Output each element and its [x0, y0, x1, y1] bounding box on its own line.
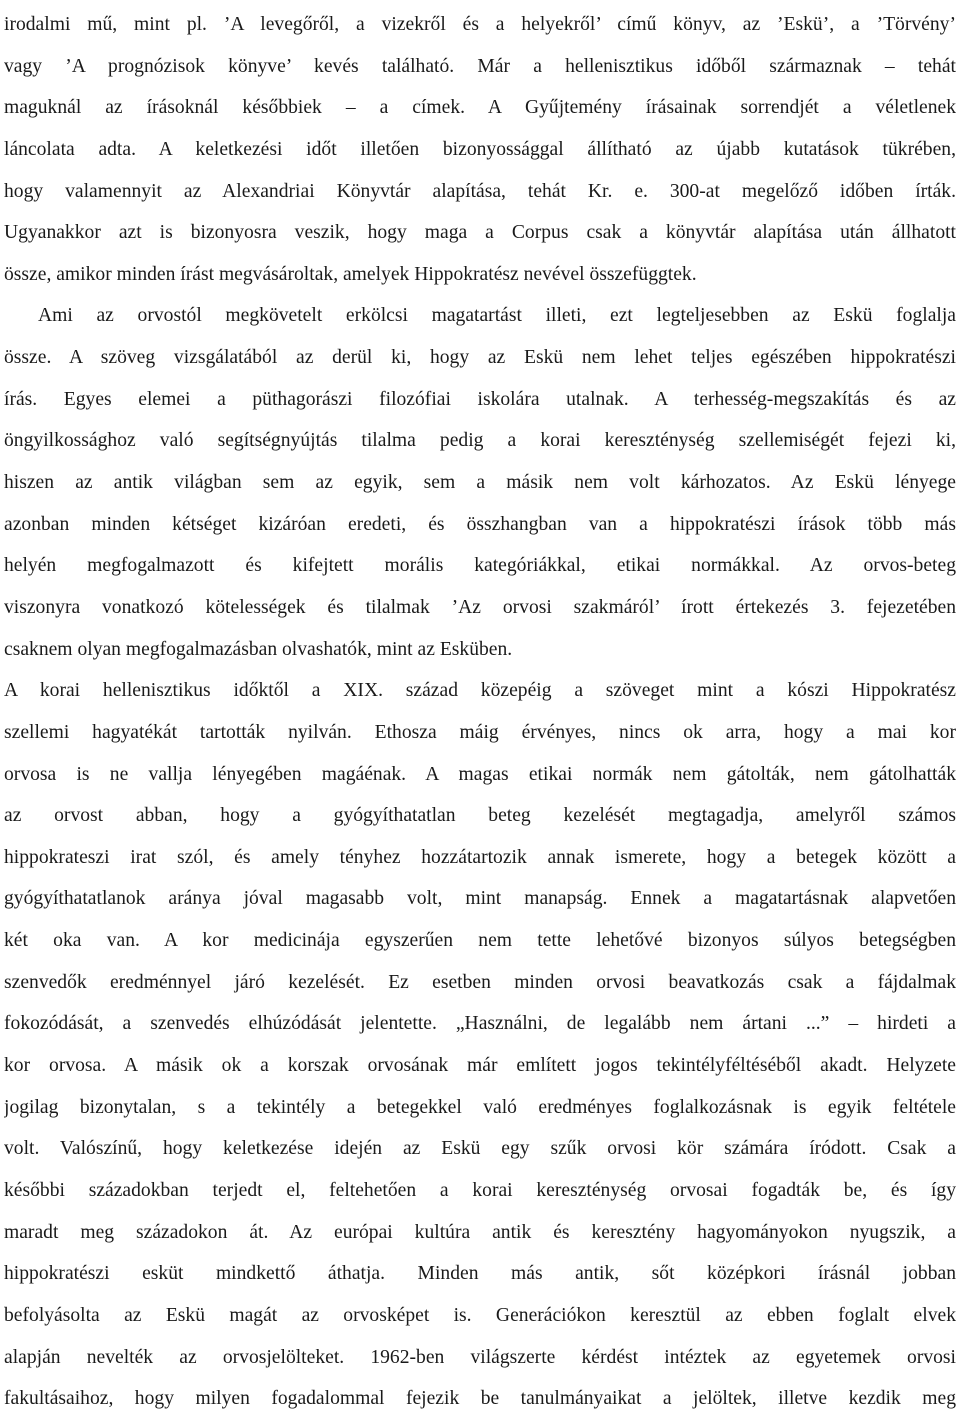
text-line: az orvost abban, hogy a gyógyíthatatlan beteg kezelését megtagadja, amelyről számos — [4, 805, 956, 827]
body-text — [4, 4, 956, 1420]
text-line: kor orvosa. A másik ok a korszak orvosának már említett jogos tekintélyféltéséből akadt. Helyzete — [4, 1055, 956, 1077]
text-line: viszonyra vonatkozó kötelességek és tilalmak ’Az orvosi szakmáról’ írott értekezés 3. fejezetében — [4, 596, 956, 618]
text-line: fokozódását, a szenvedés elhúzódását jelentette. „Használni, de legalább nem ártani ...” – hirdeti a — [4, 1013, 956, 1035]
text-line: össze, amikor minden írást megvásároltak, amelyek Hippokratész nevével összefüggtek. — [4, 263, 697, 285]
text-line: maradt meg századokon át. Az európai kultúra antik és keresztény hagyományokon nyugszik, a — [4, 1221, 956, 1243]
text-line: két oka van. A kor medicinája egyszerűen nem tette lehetővé bizonyos súlyos betegségben — [4, 930, 956, 952]
text-line: láncolata adta. A keletkezési időt illetően bizonyossággal állítható az újabb kutatások tükrében, — [4, 138, 956, 160]
text-line: volt. Valószínű, hogy keletkezése idején az Eskü egy szűk orvosi kör számára íródott. Csak a — [4, 1138, 956, 1160]
text-line: öngyilkossághoz való segítségnyújtás tilalma pedig a korai kereszténység szellemiségét fejezi ki, — [4, 430, 956, 452]
text-line: össze. A szöveg vizsgálatából az derül ki, hogy az Eskü nem lehet teljes egészében hippokratészi — [4, 347, 956, 369]
text-line: gyógyíthatatlanok aránya jóval magasabb volt, mint manapság. Ennek a magatartásnak alapvetően — [4, 888, 956, 910]
text-line: Ugyanakkor azt is bizonyosra veszik, hogy maga a Corpus csak a könyvtár alapítása után állhatott — [4, 222, 956, 244]
text-line: hogy valamennyit az Alexandriai Könyvtár alapítása, tehát Kr. e. 300-at megelőző időben írták. — [4, 180, 956, 202]
text-line: szenvedők eredménnyel járó kezelését. Ez esetben minden orvosi beavatkozás csak a fájdalmak — [4, 971, 956, 993]
text-line: helyén megfogalmazott és kifejtett morális kategóriákkal, etikai normákkal. Az orvos-beteg — [4, 555, 956, 577]
text-line: csaknem olyan megfogalmazásban olvashatók, mint az Esküben. — [4, 638, 513, 660]
text-line: alapján nevelték az orvosjelölteket. 1962-ben világszerte kérdést intéztek az egyetemek orvosi — [4, 1346, 956, 1368]
text-line: hippokrateszi irat szól, és amely tényhez hozzátartozik annak ismerete, hogy a betegek között a — [4, 846, 956, 868]
text-line: A korai hellenisztikus időktől a XIX. század közepéig a szöveget mint a kószi Hippokratész — [4, 680, 956, 702]
text-line: írás. Egyes elemei a püthagorászi filozófiai iskolára utalnak. A terhesség-megszakítás és az — [4, 388, 956, 410]
text-line: későbbi századokban terjedt el, feltehetően a korai kereszténység orvosai fogadták be, és így — [4, 1179, 956, 1201]
text-line: vagy ’A prognózisok könyve’ kevés található. Már a hellenisztikus időből származnak – tehát — [4, 55, 956, 77]
text-line: irodalmi mű, mint pl. ’A levegőről, a vizekről és a helyekről’ című könyv, az ’Eskü’, a ’Törvény’ — [4, 14, 956, 35]
text-line: jogilag bizonytalan, s a tekintély a betegekkel való eredményes foglalkozásnak is egyik feltétele — [4, 1096, 956, 1118]
text-line: hippokratészi esküt mindkettő áthatja. Minden más antik, sőt középkori írásnál jobban — [4, 1263, 956, 1285]
text-line: maguknál az írásoknál későbbiek – a címek. A Gyűjtemény írásainak sorrendjét a véletlenek — [4, 97, 956, 119]
text-line: Ami az orvostól megkövetelt erkölcsi magatartást illeti, ezt legteljesebben az Eskü foglalja — [38, 305, 956, 327]
text-line: azonban minden kétséget kizáróan eredeti, és összhangban van a hippokratészi írások több más — [4, 513, 956, 535]
text-line: hiszen az antik világban sem az egyik, sem a másik nem volt kárhozatos. Az Eskü lényege — [4, 472, 956, 494]
text-line: orvosa is ne vallja lényegében magáénak. A magas etikai normák nem gátolták, nem gátolhatták — [4, 763, 956, 785]
text-line: fakultásaihoz, hogy milyen fogadalommal fejezik be tanulmányaikat a jelöltek, illetve kezdik meg — [4, 1388, 956, 1410]
text-line: befolyásolta az Eskü magát az orvosképet is. Generációkon keresztül az ebben foglalt elvek — [4, 1304, 956, 1326]
text-line: szellemi hagyatékát tartották nyilván. Ethosza máig érvényes, nincs ok arra, hogy a mai kor — [4, 721, 956, 743]
